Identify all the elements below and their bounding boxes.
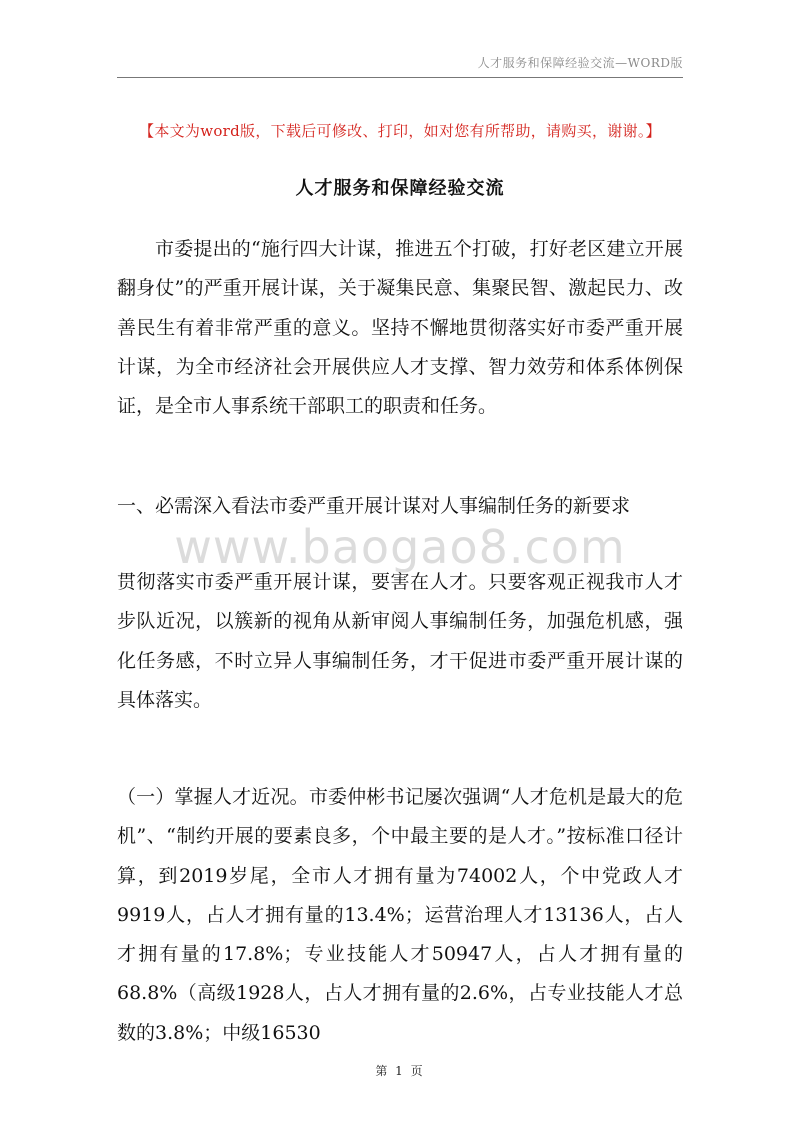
watermark: www.baogao8.com	[174, 520, 626, 574]
paragraph-section-1: 贯彻落实市委严重开展计谋，要害在人才。只要客观正视我市人才步队近况，以簇新的视角从新审阅人事编制任务，加强危机感，强化任务感，不时立异人事编制任务，才干促进市委严重开展计谋的具体落实。	[117, 571, 683, 711]
document-title: 人才服务和保障经验交流	[295, 178, 505, 199]
section-heading-1: 一、必需深入看法市委严重开展计谋对人事编制任务的新要求	[117, 495, 631, 517]
running-header: 人才服务和保障经验交流—WORD版	[477, 56, 683, 70]
paragraph-intro: 市委提出的“施行四大计谋，推进五个打破，打好老区建立开展翻身仗”的严重开展计谋，关于凝集民意、集聚民智、激起民力、改善民生有着非常严重的意义。坚持不懈地贯彻落实好市委严重开展计谋，为全市经济社会开展供应人才支撑、智力效劳和体系体例保证，是全市人事系统干部职工的职责和任务。	[117, 238, 683, 418]
page-number: 第 1 页	[375, 1064, 425, 1078]
header-divider	[117, 77, 683, 78]
purchase-notice: 【本文为word版，下载后可修改、打印，如对您有所帮助，请购买，谢谢。】	[139, 122, 661, 140]
paragraph-subsection-1: （一）掌握人才近况。市委仲彬书记屡次强调“人才危机是最大的危机”、“制约开展的要素良多，个中最主要的是人才。”按标准口径计算，到2019岁尾，全市人才拥有量为74002人，个中党政人才9919人，占人才拥有量的13.4%；运营治理人才13136人，占人才拥有量的17.8%；专业技能人才50947人，占人才拥有量的68.8%（高级1928人，占人才拥有量的2.6%，占专业技能人才总数的3.8%；中级16530	[117, 786, 683, 1044]
